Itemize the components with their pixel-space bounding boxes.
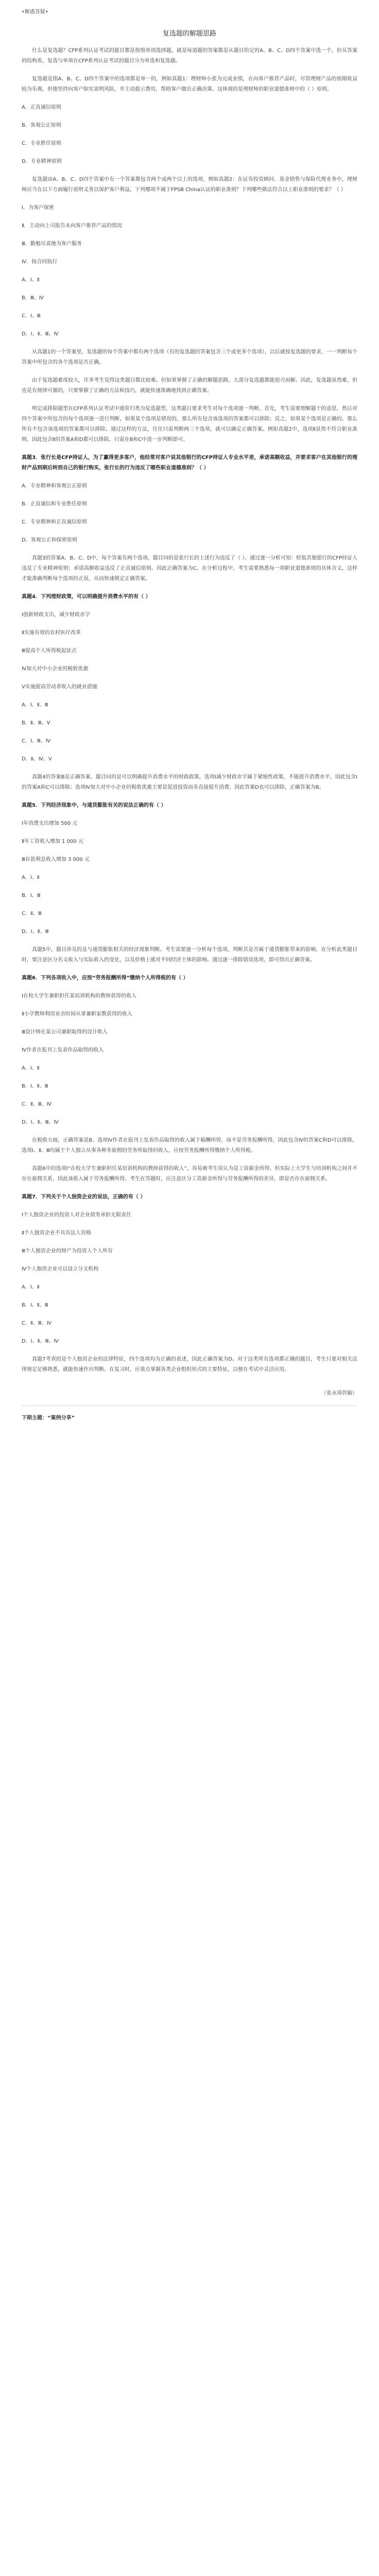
option-line: C．专业精神和正直诚信原则: [22, 519, 87, 525]
option-line: D．专业精神原则: [22, 159, 62, 164]
paragraph: 复选题是指A、B、C、D四个答案中的选项都是单一的，例如真题1：理财师小张为完成业绩，在向客户推荐产品时，尽管理财产品的预期收益较为乐观，但他坚持向客户如实说明风险，并主动提示费用，帮助客户做出正确决策。这体现的是理财师的职业道德准则中的（ ）原则。: [22, 76, 357, 92]
paragraph: 明定或排除题型在CFP系列认证考试中通常归类为复选题型，这类题目要求考生对每个选项逐一判断。首先，考生需要理解题干的意思，然后对四个答案中所包含的每个选项逐一进行判断，如果某个选项是错误的，那么所有包含该选项的答案都可以排除；反之，如果某个选项是正确的，那么所有不包含该选项的答案都可以排除。通过这样的方法，往往只需判断两三个选项，就可以确定正确答案。例如真题2中，选项Ⅱ显然不符合职业准则，因此包含Ⅱ的答案A和D都可以排除，只需在B和C中进一步判断即可。: [22, 406, 357, 443]
option-line: A．正直诚信原则: [22, 105, 61, 110]
option-line: Ⅴ实施提高劳动者收入的就业措施: [22, 684, 97, 690]
option-line: C．Ⅱ、Ⅲ、Ⅳ: [22, 1101, 52, 1107]
option-line: B．Ⅰ、Ⅱ、Ⅲ: [22, 1302, 48, 1308]
paragraph: 真题7考查的是个人独资企业的法律特征，四个选项均为正确的表述，因此正确答案为D。对于这类所有选项都正确的题目，考生只要对相关法律规定足够熟悉，就能快速作出判断。在复习时，应重点掌握各类企业组织形式的主要特征，以便在考试中灵活应用。: [22, 1357, 357, 1372]
option-line: A．Ⅰ、Ⅱ、Ⅲ: [22, 702, 48, 708]
question-stem: 真题6．下列各项收入中，应按“劳务报酬所得”缴纳个人所得税的有（ ）: [22, 975, 188, 981]
option-line: Ⅰ．为客户保密: [22, 205, 54, 211]
paragraph: 真题6中的选项Ⅰ“在校大学生兼职担任某培训机构的教师获得的收入”，容易被考生误认为是工资薪金所得。但实际上大学生与培训机构之间并不存在雇佣关系，因此该收入属于劳务报酬所得。考生在答题时，应注意区分工资薪金所得与劳务报酬所得的差异，即是否存在雇佣关系。: [22, 1166, 357, 1182]
question-stem: 真题5．下列经济现象中，与通货膨胀有关的说法正确的有（ ）: [22, 803, 166, 808]
option-line: Ⅰ个人独资企业的投资人对企业债务承担无限责任: [22, 1212, 131, 1218]
option-line: C．专业胜任原则: [22, 141, 61, 146]
option-line: Ⅳ个人独资企业可以设立分支机构: [22, 1266, 99, 1272]
option-line: D．Ⅰ、Ⅱ、Ⅲ、Ⅳ: [22, 331, 59, 337]
option-line: Ⅰ年消费支出增加 500 元: [22, 821, 78, 826]
question-stem: 真题4．下列理财政策，可以明确提升消费水平的有（ ）: [22, 594, 151, 600]
option-line: Ⅲ个人独资企业的财产为投资人个人所有: [22, 1248, 113, 1254]
section-tag: •解惑答疑•: [22, 9, 48, 15]
option-line: A．专业精神和客观公正原则: [22, 483, 87, 489]
option-line: Ⅰ在校大学生兼职担任某培训机构的教师获得的收入: [22, 993, 136, 999]
paragraph: 什么是复选题？CFP系列认证考试的题目都是按照单项选择题，就是每道题的答案都是从题目给定的A、B、C、D四个答案中选一个，但从答案的结构看，复选与单项在CFP系列认证考试的题目分为单选和复选题。: [22, 48, 357, 64]
question-stem: 真题7．下列关于个人独资企业的说法，正确的有（ ）: [22, 1194, 146, 1200]
paragraph: 从真题1的一个答案里，复选题的每个答案中都有两个选项（有的复选题的答案包含三个或更多个选项），以后就按复选题的要求，一一判断每个答案中所包含的各个选项是否正确。: [22, 349, 357, 365]
option-line: B．Ⅲ、Ⅳ: [22, 295, 44, 301]
option-line: B．客观公正原则: [22, 123, 61, 128]
option-line: Ⅳ．按合同执行: [22, 259, 58, 265]
option-line: Ⅲ存款利息收入增加 3 000 元: [22, 857, 90, 862]
option-line: D．Ⅰ、Ⅱ、Ⅲ: [22, 929, 49, 935]
option-line: Ⅱ小学教师利用业余时间从事兼职家教获得的收入: [22, 1011, 132, 1017]
option-line: Ⅱ实施有效的农村医疗改革: [22, 630, 81, 636]
option-line: D．Ⅰ、Ⅱ、Ⅲ、Ⅳ: [22, 1338, 59, 1344]
option-line: Ⅳ作者在报刊上发表作品取得的收入: [22, 1047, 104, 1053]
option-line: Ⅲ设计师在某公司兼职取得的设计收入: [22, 1029, 108, 1035]
option-line: Ⅱ个人独资企业不具有法人资格: [22, 1230, 91, 1236]
option-line: C．Ⅰ、Ⅲ: [22, 313, 41, 319]
next-issue-note: 下期主题：“案例分享”: [22, 1415, 75, 1421]
option-line: B．Ⅱ、Ⅲ、Ⅴ: [22, 720, 50, 726]
option-line: A．Ⅰ、Ⅱ: [22, 277, 40, 283]
paragraph: 真题3的答案A、B、C、D中，每个答案有两个选项，题目问的是张行长的上述行为违反了（ ）。通过逐一分析可知：贬低其他银行的CFP持证人违反了专业精神原则；承诺高额收益违反了正直诚信原则。因此正确答案为C。在分析过程中，考生需要熟悉每一项职业道德准则的具体含义，这样才能准确判断每个选项的正误，从而快速锁定正确答案。: [22, 555, 357, 582]
option-line: B．Ⅰ、Ⅱ、Ⅲ: [22, 1083, 48, 1089]
footer-divider: [22, 1405, 357, 1406]
option-line: C．Ⅰ、Ⅲ、Ⅳ: [22, 738, 51, 744]
paragraph: 真题4的答案B是正确答案。题目问的是可以明确提升消费水平的财政政策，选项Ⅰ减少财政赤字属于紧缩性政策，不能提升消费水平，因此包含Ⅰ的答案A和C可以排除；选项Ⅳ加大对中小企业的税收优惠主要是促进投资而非直接提升消费，因此答案D也可以排除，正确答案为B。: [22, 774, 357, 790]
option-line: C．Ⅱ、Ⅲ: [22, 911, 42, 917]
author-credit: （张永琦供稿）: [321, 1391, 357, 1396]
option-line: C．Ⅱ、Ⅲ、Ⅳ: [22, 1320, 52, 1326]
option-line: B．正直诚信和专业胜任原则: [22, 501, 87, 507]
option-line: D．客观公正和保密原则: [22, 537, 77, 543]
option-line: B．Ⅰ、Ⅲ: [22, 893, 41, 899]
option-line: A．Ⅰ、Ⅱ: [22, 875, 40, 880]
option-line: D．Ⅰ、Ⅱ、Ⅲ、Ⅳ: [22, 1120, 59, 1125]
paragraph: 在税收方面，正确答案是B。选项Ⅳ作者在报刊上发表作品取得的收入属于稿酬所得，而不是劳务报酬所得，因此包含Ⅳ的答案C和D可以排除。选项Ⅰ、Ⅱ、Ⅲ均属于个人独立从事各种非雇佣的劳务所取得的收入，应按劳务报酬所得缴纳个人所得税。: [22, 1138, 357, 1154]
paragraph: 复选题由A、B、C、D四个答案中有一个答案都包含两个或两个以上的选项，例如真题2：在证券投资顾问、基金销售与保险代理业务中，理财师应当在以下方面履行说明义务以保护客户利益，下列哪项不属于FPSB China认证的职业准则？下列哪些做法符合以上职业准则的要求？（ ）: [22, 177, 357, 193]
option-line: A．Ⅰ、Ⅱ: [22, 1284, 40, 1290]
paragraph: 真题5中，题目涉及的是与通货膨胀相关的经济现象判断。考生需要逐一分析每个选项，判断其是否属于通货膨胀带来的影响。在分析此类题目时，要注意区分名义收入与实际收入的变化，以及价格上涨对不同经济主体的影响。通过逐一排除错误选项，即可得出正确答案。: [22, 947, 357, 963]
option-line: Ⅱ年工资收入增加 1 000 元: [22, 839, 83, 844]
article-title: 复选题的解题思路: [162, 30, 216, 38]
article-body: [22, 46, 357, 1375]
option-line: Ⅱ．主动向上司报告未向客户推荐产品的情况: [22, 223, 122, 229]
option-line: A．Ⅰ、Ⅱ: [22, 1065, 40, 1071]
paragraph: 由于复选题难度较大，许多考生觉得这类题目都比较难。但如果掌握了正确的解题思路，大部分复选题都能迎刃而解。因此，复选题虽然难，但也是有规律可循的，只要掌握了正确的方法和技巧，就能快速准确地找到正确答案。: [22, 378, 357, 394]
option-line: Ⅳ加大对中小企业的税收优惠: [22, 666, 89, 672]
option-line: Ⅲ．勤勉尽责地为客户服务: [22, 241, 82, 247]
option-line: Ⅰ创新财政支出，减少财政赤字: [22, 612, 90, 618]
question-stem: 真题3．张行长是CFP持证人，为了赢得更多客户，他经常对客户说其他银行的CFP持证人专业水平差，承诺高额收益，并要求客户在其他银行的理财产品到期后转到自己的银行购买，张行长的行为违反了哪些职业道德准则？（ ）: [22, 455, 357, 471]
option-line: Ⅲ提高个人所得税起征点: [22, 648, 77, 654]
option-line: D．Ⅱ、Ⅳ、Ⅴ: [22, 756, 52, 762]
